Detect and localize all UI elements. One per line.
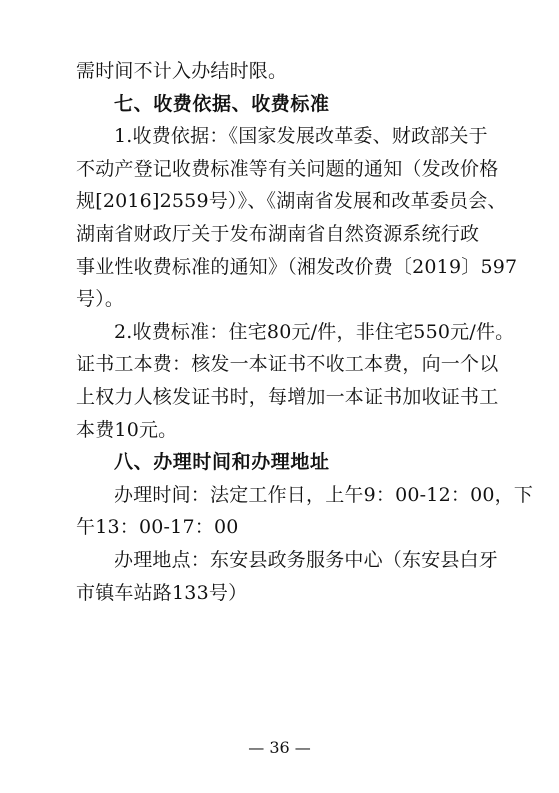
fee-basis-line: 不动产登记收费标准等有关问题的通知（发改价格 xyxy=(76,157,499,180)
section-heading-fees: 七、收费依据、收费标准 xyxy=(114,92,330,115)
page-number: — 36 — xyxy=(248,738,311,757)
office-hours-line: 办理时间：法定工作日，上午9：00-12：00，下 xyxy=(114,483,534,506)
section-heading-hours-address: 八、办理时间和办理地址 xyxy=(114,451,330,474)
fee-basis-line: 1.收费依据：《国家发展改革委、财政部关于 xyxy=(114,125,488,148)
fee-basis-line: 湖南省财政厅关于发布湖南省自然资源系统行政 xyxy=(76,222,480,245)
fee-standard-line: 本费10元。 xyxy=(76,418,178,441)
office-address-line: 办理地点：东安县政务服务中心（东安县白牙 xyxy=(114,548,499,571)
fee-basis-line: 号）。 xyxy=(76,288,125,311)
fee-basis-line: 事业性收费标准的通知》（湘发改价费〔2019〕597 xyxy=(76,255,518,278)
fee-basis-line: 规[2016]2559号）》、《湖南省发展和改革委员会、 xyxy=(76,190,507,213)
office-address-line: 市镇车站路133号） xyxy=(76,581,248,604)
fee-standard-line: 2.收费标准：住宅80元/件，非住宅550元/件。 xyxy=(114,320,515,343)
document-body xyxy=(76,55,534,609)
paragraph-continuation: 需时间不计入办结时限。 xyxy=(76,60,288,82)
fee-standard-line: 上权力人核发证书时，每增加一本证书加收证书工 xyxy=(76,385,499,408)
fee-standard-line: 证书工本费：核发一本证书不收工本费，向一个以 xyxy=(76,353,499,376)
office-hours-line: 午13：00-17：00 xyxy=(76,516,239,539)
